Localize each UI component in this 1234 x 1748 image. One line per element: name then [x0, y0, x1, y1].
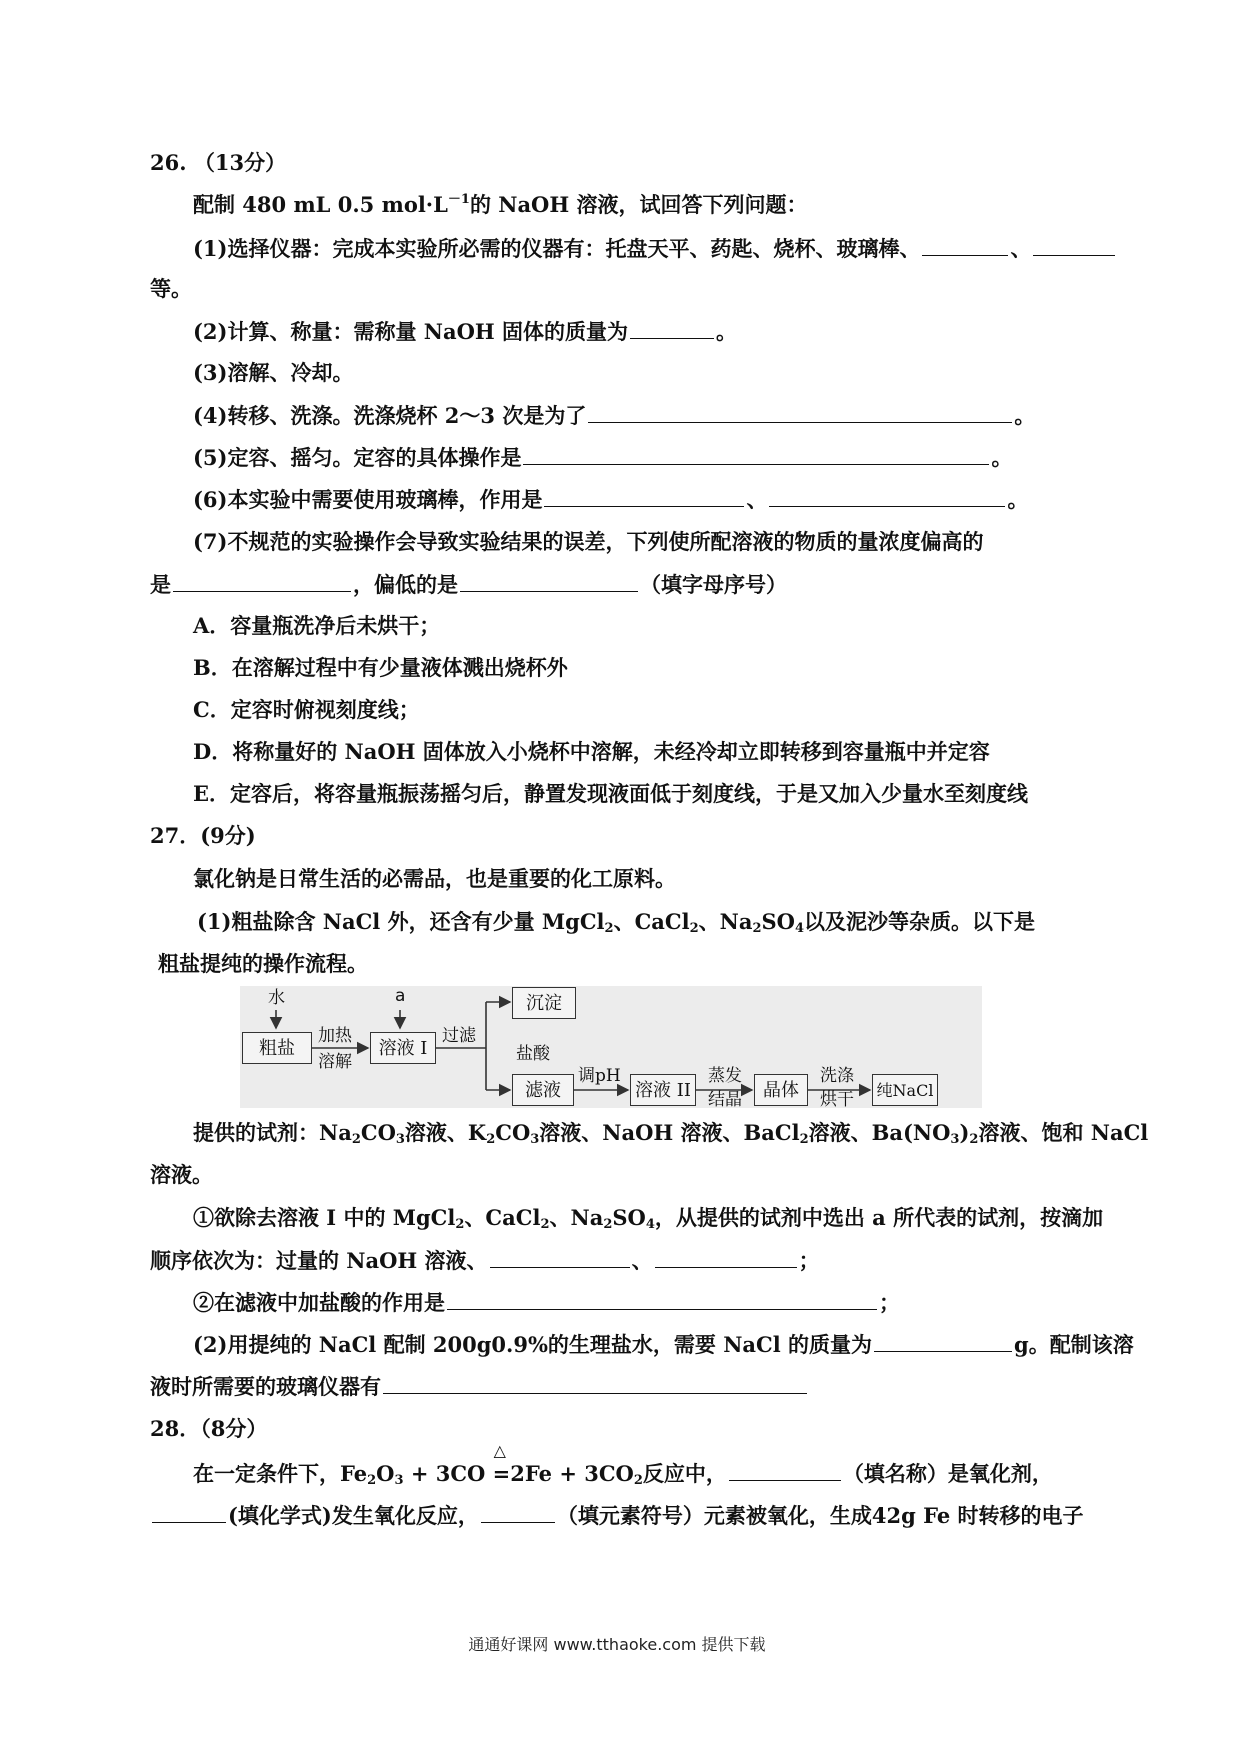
flow-box-filtrate: 滤液 — [512, 1074, 574, 1106]
q27-reagents-tail: 溶液。 — [150, 1162, 213, 1187]
q27-reagents: 提供的试剂：$Na_2CO_3$溶液、$K_2CO_3$溶液、NaOH 溶液、BaCl$_2$溶液、$Ba(NO_3)_2$溶液、饱和 NaCl — [193, 1120, 1149, 1147]
flow-label-a: a — [395, 986, 406, 1006]
answer-blank[interactable] — [588, 400, 1012, 423]
q27-sub1-answer: 顺序依次为：过量的 NaOH 溶液、 、 ； — [150, 1245, 1084, 1276]
flow-label-adjust-ph: 调pH — [578, 1066, 621, 1086]
answer-blank[interactable] — [447, 1287, 877, 1310]
flow-label-dissolve: 溶解 — [318, 1052, 352, 1072]
answer-blank[interactable] — [729, 1458, 841, 1481]
q26-option-c: C．定容时俯视刻度线； — [193, 697, 420, 722]
q26-part4: (4)转移、洗涤。洗涤烧杯 2～3 次是为了 。 — [193, 400, 1084, 431]
q26-part1: (1)选择仪器：完成本实验所必需的仪器有：托盘天平、药匙、烧杯、玻璃棒、 、 — [193, 233, 1084, 264]
answer-blank[interactable] — [874, 1329, 1012, 1352]
answer-blank[interactable] — [481, 1500, 555, 1523]
q27-header: 27．(9分) — [150, 823, 256, 848]
answer-blank[interactable] — [152, 1500, 226, 1523]
q28-line1: 在一定条件下，$Fe_2O_3 + 3CO$ △ $=2Fe + 3CO_2$反应中， （填名称）是氧化剂， — [193, 1441, 1053, 1488]
heat-condition-icon: △ — [493, 1441, 506, 1460]
q28-header: 28．（8分） — [150, 1416, 268, 1441]
q26-part7: (7)不规范的实验操作会导致实验结果的误差，下列使所配溶液的物质的量浓度偏高的 — [193, 529, 984, 554]
answer-blank[interactable] — [173, 569, 351, 592]
q26-part3: (3)溶解、冷却。 — [193, 360, 354, 385]
answer-blank[interactable] — [922, 233, 1008, 256]
answer-blank[interactable] — [1033, 233, 1115, 256]
flow-label-dry: 烘干 — [820, 1090, 854, 1110]
reaction-arrow: △ = — [492, 1441, 511, 1486]
answer-blank[interactable] — [544, 484, 744, 507]
flow-label-hcl: 盐酸 — [516, 1044, 550, 1064]
flow-label-evaporate: 蒸发 — [708, 1066, 742, 1086]
flow-box-crystal: 晶体 — [754, 1074, 808, 1106]
q27-part2: (2)用提纯的 NaCl 配制 200g0.9%的生理盐水，需要 NaCl 的质量为 g。配制该溶 — [193, 1329, 1084, 1360]
answer-blank[interactable] — [460, 569, 638, 592]
q26-part2: (2)计算、称量：需称量 NaOH 固体的质量为 。 — [193, 316, 1084, 347]
q26-option-d: D．将称量好的 NaOH 固体放入小烧杯中溶解，未经冷却立即转移到容量瓶中并定容 — [193, 739, 990, 764]
q26-intro: 配制 480 mL 0.5 $mol\cdot L^{-1}$的 NaOH 溶液，试回答下列问题： — [193, 192, 808, 217]
answer-blank[interactable] — [630, 316, 714, 339]
flow-box-precipitate: 沉淀 — [512, 987, 576, 1019]
q26-header: 26. （13分） — [150, 150, 287, 175]
q27-intro: 氯化钠是日常生活的必需品，也是重要的化工原料。 — [193, 866, 676, 891]
answer-blank[interactable] — [655, 1245, 797, 1268]
q27-part1: (1)粗盐除含 NaCl 外，还含有少量 MgCl$_2$、CaCl$_2$、$Na_2SO_4$以及泥沙等杂质。以下是 — [197, 909, 1036, 936]
flow-label-water: 水 — [268, 988, 285, 1008]
flow-label-crystallize: 结晶 — [708, 1090, 742, 1110]
q26-option-a: A．容量瓶洗净后未烘干； — [193, 613, 441, 638]
flow-label-filter: 过滤 — [442, 1026, 476, 1046]
flow-label-heat: 加热 — [318, 1026, 352, 1046]
q28-line2: (填化学式)发生氧化反应， （填元素符号）元素被氧化，生成42g Fe 时转移的电子 — [150, 1500, 1084, 1531]
q26-option-b: B．在溶解过程中有少量液体溅出烧杯外 — [193, 655, 568, 680]
q26-part1-tail: 等。 — [150, 276, 192, 301]
q26-part7-answer: 是 ，偏低的是 （填字母序号） — [150, 569, 1084, 600]
flow-box-solution-2: 溶液 II — [630, 1074, 696, 1106]
flow-box-pure-nacl: 纯NaCl — [872, 1074, 938, 1106]
q26-option-e: E．定容后，将容量瓶振荡摇匀后，静置发现液面低于刻度线，于是又加入少量水至刻度线 — [193, 781, 1029, 806]
flow-label-wash: 洗涤 — [820, 1066, 854, 1086]
q26-part5: (5)定容、摇匀。定容的具体操作是 。 — [193, 442, 1084, 473]
q27-part2-tail: 液时所需要的玻璃仪器有 — [150, 1371, 1084, 1402]
q26-part6: (6)本实验中需要使用玻璃棒，作用是 、 。 — [193, 484, 1084, 515]
flow-box-crude-salt: 粗盐 — [242, 1032, 312, 1064]
process-flow-diagram — [240, 986, 982, 1108]
flow-box-solution-1: 溶液 I — [370, 1032, 436, 1064]
q27-sub1: ①欲除去溶液 I 中的 MgCl$_2$、CaCl$_2$、$Na_2SO_4$，从提供的试剂中选出 a 所代表的试剂，按滴加 — [193, 1205, 1104, 1232]
answer-blank[interactable] — [769, 484, 1005, 507]
answer-blank[interactable] — [523, 442, 989, 465]
answer-blank[interactable] — [490, 1245, 630, 1268]
answer-blank[interactable] — [383, 1371, 807, 1394]
flow-arrows — [240, 986, 982, 1108]
q27-sub2: ②在滤液中加盐酸的作用是 ； — [193, 1287, 1084, 1318]
footer-credit: 通通好课网 www.tthaoke.com 提供下载 — [468, 1635, 766, 1654]
q27-part1-tail: 粗盐提纯的操作流程。 — [158, 951, 368, 976]
